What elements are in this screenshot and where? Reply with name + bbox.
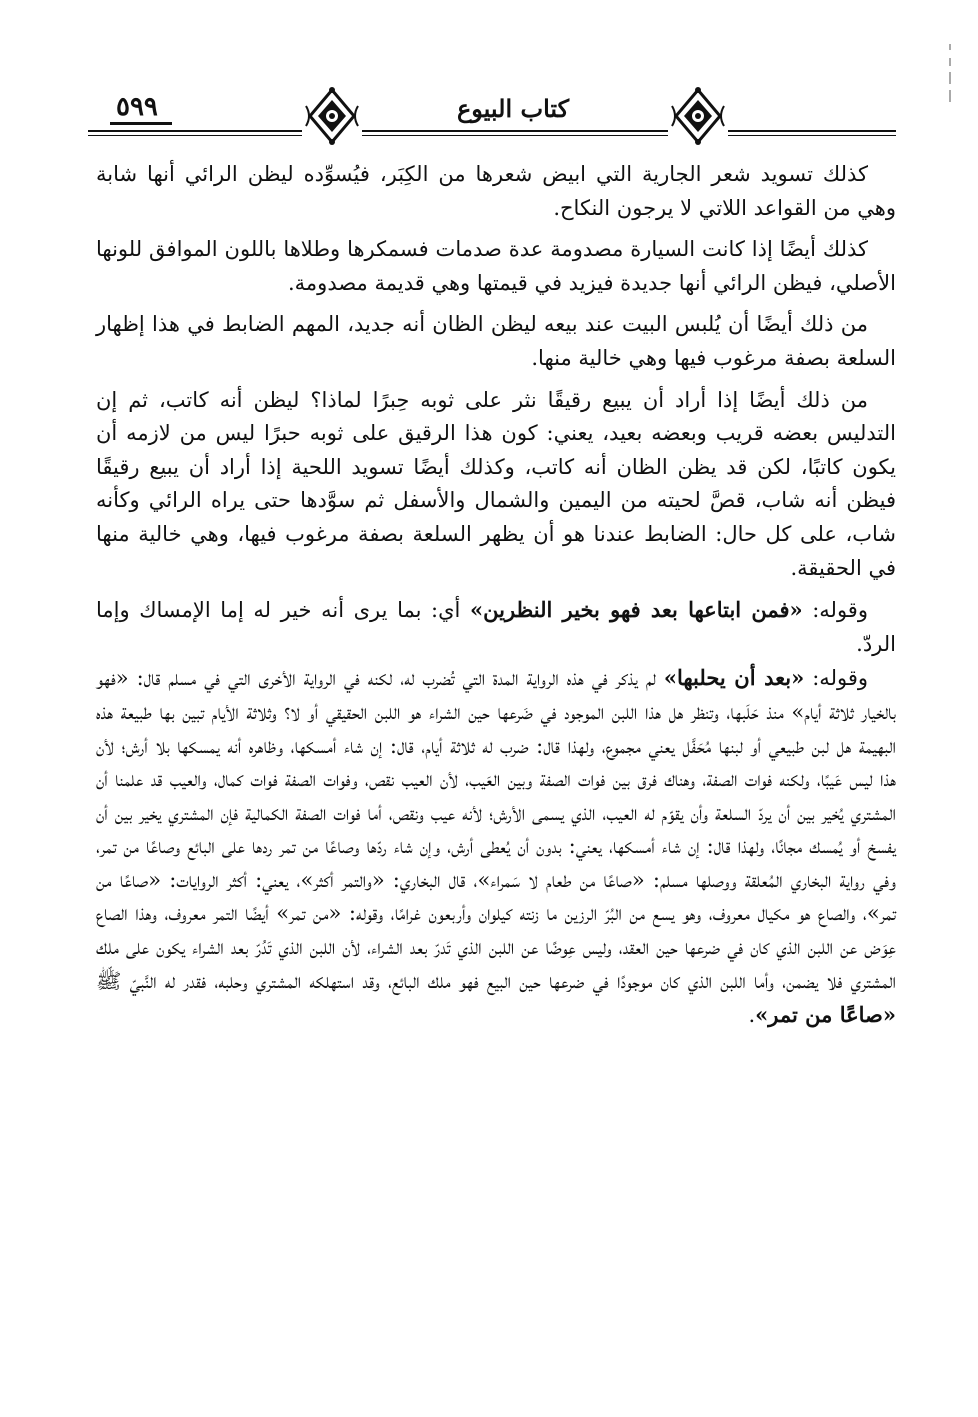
- paragraph: من ذلك أيضًا إذا أراد أن يبيع رقيقًا نثر على ثوبه حِبرًا لماذا؟ ليظن أنه كاتب، ثم إن التدليس بعضه قريب وبعضه بعيد، يعني: كون هذا الرقيق على ثوبه حبرًا ليس من لازمه أن يكون كاتبًا، لكن قد يظن الظان أنه كاتب، وكذلك أيضًا تسويد اللحية إذا أراد أن يبيع رقيقًا فيظن أنه شاب، قصَّ لحيته من اليمين والشمال والأسفل ثم سوَّدها حتى يراه الرائي وكأنه شاب، على كل حال: الضابط عندنا هو أن يظهر السلعة بصفة مرغوب فيها، وهي خالية منها في الحقيقة.: [96, 387, 896, 580]
- page-number: ٥٩٩: [116, 92, 158, 122]
- paragraph-suffix: أي: بما يرى أنه خير له إما الإمساك وإما الردّ.: [96, 598, 896, 656]
- page-header: [88, 86, 896, 146]
- paragraph: كذلك أيضًا إذا كانت السيارة مصدومة عدة صدمات فسمكرها وطلاها باللون الموافق للونها الأصلي، فيظن الرائي أنها جديدة فيزيد في قيمتها وهي قديمة مصدومة.: [96, 237, 896, 295]
- floral-ornament-icon: [302, 86, 362, 146]
- paragraph-prefix: وقوله:: [804, 666, 868, 691]
- paragraph-suffix: لم يذكر في هذه الرواية المدة التي تُضرب له، لكنه في الرواية الأخرى التي في مسلم قال: «فهو بالخيار ثلاثة أيام» منذ حَلَبها، وتنظر هل هذا اللبن الموجود في ضَرعها حين الشراء هو اللبن الحقيقي أو لا؟ وثلاثة الأيام تبين بها طبيعة هذه البهيمة هل لبن طبيعي أو لبنها مُحَفَّل يعني مجموع، ولهذا قال: ضرب له ثلاثة أيام، قال: إن شاء أمسكها، وظاهره أنه يمسكها بلا أرش؛ لأن هذا ليس عَيبًا، ولكنه فوات الصفة، وهناك فرق بين فوات الصفة وبين العَيب، لأن العيب نقص، وفوات الصفة فوات كمال، والعيب قد علمنا أن المشتري يُخير بين أن يردّ السلعة وأن يقوّم له العيب، الذي يسمى الأرش؛ لأنه عيب ونقص، أما فوات الصفة الكمالية فإن المشتري يخير بين أن يفسخ أو يُمسك مجانًا، ولهذا قال: إن شاء أمسكها، يعني: بدون أن يُعطى أرش، وإن شاء ردّها وصاعًا من تمر ردها على البائع وصاعًا من تمر، وفي رواية البخاري المُعلقة ووصلها مسلم: «صاعًا من طعام لا سَمراء»، قال البخاري: «والتمر أكثر»، يعني: أكثر الروايات: «صاعًا من تمر»، والصاع هو مكيال معروف، وهو يسع من البُرّ الرزين ما زنته كيلوان وأربعون غرامًا، وقوله: «من تمر» أيضًا التمر معروف، وهذا الصاع عِوَض عن اللبن الذي كان في ضرعها حين العقد، وليس عِوضًا عن اللبن الذي تَدرّ بعد الشراء، لأن اللبن الذي تَدُرّ بعد الشراء يكون على ملك المشتري فلا يضمن، وأما اللبن الذي كان موجودًا في ضرعها حين البيع فهو ملك البائع، وقد استهلكه المشتري وحلبه، فقدر له النَّبيّ ﷺ: [96, 666, 896, 993]
- header-rule: [88, 130, 896, 132]
- header-rule-thin: [88, 135, 896, 136]
- hadith-quote: «صاعًا من تمر»: [755, 1002, 896, 1028]
- page-number-underline: [110, 122, 172, 125]
- paragraph-prefix: وقوله:: [802, 598, 868, 623]
- margin-marks: [946, 44, 954, 104]
- page-body: [96, 158, 896, 1033]
- hadith-quote: «فمن ابتاعها بعد فهو بخير النظرين»: [469, 597, 803, 623]
- page-title: كتاب البيوع: [456, 94, 570, 123]
- hadith-quote: «بعد أن يحلبها»: [663, 665, 805, 691]
- floral-ornament-icon: [668, 86, 728, 146]
- paragraph-suffix: .: [748, 1003, 756, 1028]
- paragraph: [96, 661, 896, 1033]
- paragraph: كذلك تسويد شعر الجارية التي ابيض شعرها من الكِبَر، فيُسوِّده ليظن الرائي أنها شابة وهي من القواعد اللاتي لا يرجون النكاح.: [96, 162, 896, 220]
- paragraph: [96, 593, 896, 661]
- paragraph: من ذلك أيضًا أن يُلبس البيت عند بيعه ليظن الظان أنه جديد، المهم الضابط في هذا إظهار السلعة بصفة مرغوب فيها وهي خالية منها.: [96, 312, 896, 370]
